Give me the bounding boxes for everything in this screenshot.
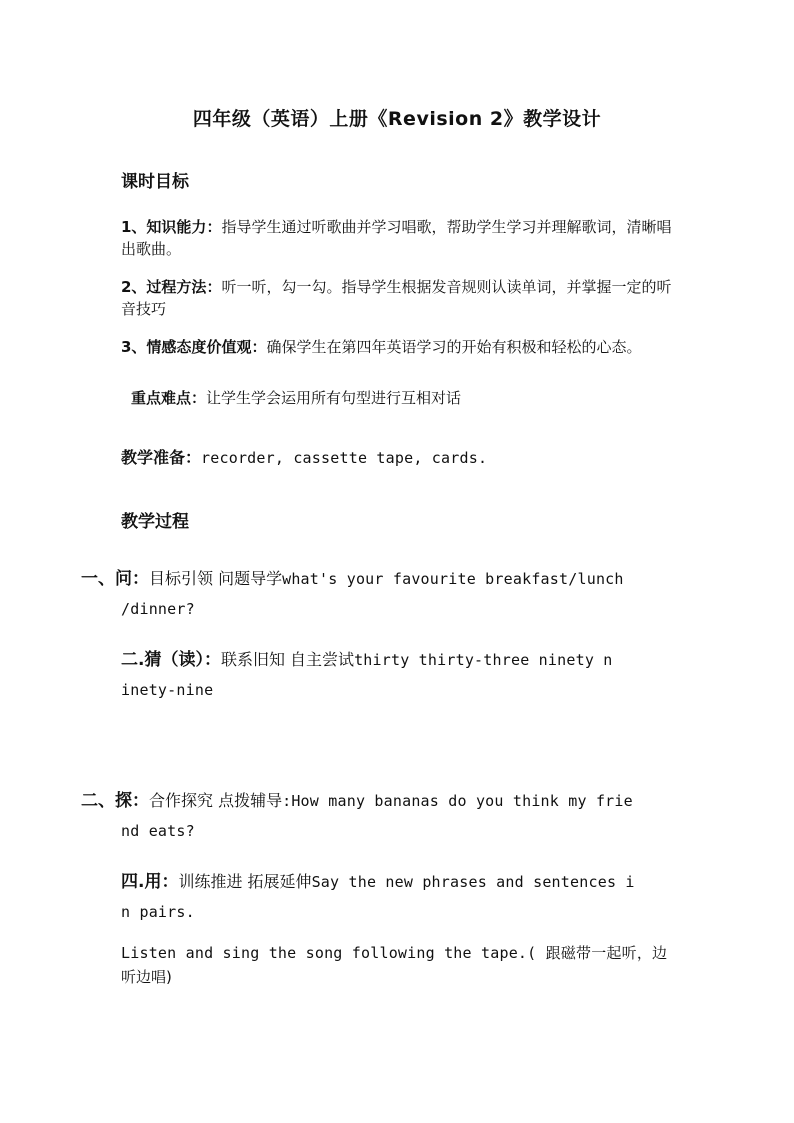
step-en-line1: thirty thirty-three ninety n	[354, 651, 613, 669]
objective-item-2	[121, 276, 677, 320]
objective-text: 指导学生通过听歌曲并学习唱歌，帮助学生学习并理解歌词，清晰唱出歌曲。	[121, 218, 672, 258]
objective-item-3	[121, 336, 681, 358]
objectives-heading: 课时目标	[121, 172, 189, 192]
objective-label: 1、知识能力：	[121, 218, 222, 236]
preparation-text: recorder, cassette tape, cards.	[201, 449, 488, 467]
key-points	[131, 387, 681, 409]
objective-label: 2、过程方法：	[121, 278, 222, 296]
step-en-line2: /dinner?	[121, 600, 195, 618]
objective-label: 3、情感态度价值观：	[121, 338, 267, 356]
step-en-line1: Say the new phrases and sentences i	[311, 873, 635, 891]
step-en-line2: inety-nine	[121, 681, 214, 699]
process-step-3	[81, 786, 681, 846]
step-cn: 联系旧知 自主尝试	[220, 650, 355, 669]
process-step-4	[121, 867, 681, 927]
closing-activity	[121, 941, 681, 989]
key-points-label: 重点难点：	[131, 389, 207, 407]
step-cn: 训练推进 拓展延伸	[178, 872, 312, 891]
document-title: 四年级（英语）上册《Revision 2》教学设计	[192, 108, 602, 130]
step-label: 二.猜（读）：	[121, 650, 221, 670]
key-points-text: 让学生学会运用所有句型进行互相对话	[206, 389, 462, 407]
step-label: 一、问：	[81, 569, 149, 589]
step-cn: 目标引领 问题导学	[149, 569, 283, 588]
process-step-1	[81, 564, 681, 624]
closing-line2: 听边唱)	[121, 968, 172, 986]
preparation-label: 教学准备：	[121, 448, 202, 467]
step-en-line2: nd eats?	[121, 822, 195, 840]
step-label: 二、探：	[81, 791, 149, 811]
process-step-2	[121, 645, 681, 705]
step-en-line2: n pairs.	[121, 903, 195, 921]
objective-text: 听一听，勾一勾。指导学生根据发音规则认读单词，并掌握一定的听音技巧	[121, 278, 672, 318]
step-en-line1: :How many bananas do you think my frie	[282, 792, 633, 810]
teaching-preparation	[121, 447, 681, 469]
closing-line1: Listen and sing the song following the tape.( 跟磁带一起听，边	[121, 944, 668, 962]
objective-text: 确保学生在第四年英语学习的开始有积极和轻松的心态。	[266, 338, 642, 356]
step-en-line1: what's your favourite breakfast/lunch	[282, 570, 624, 588]
process-heading: 教学过程	[121, 512, 189, 532]
objective-item-1	[121, 216, 677, 260]
step-label: 四.用：	[121, 872, 179, 892]
step-cn: 合作探究 点拨辅导	[149, 791, 283, 810]
